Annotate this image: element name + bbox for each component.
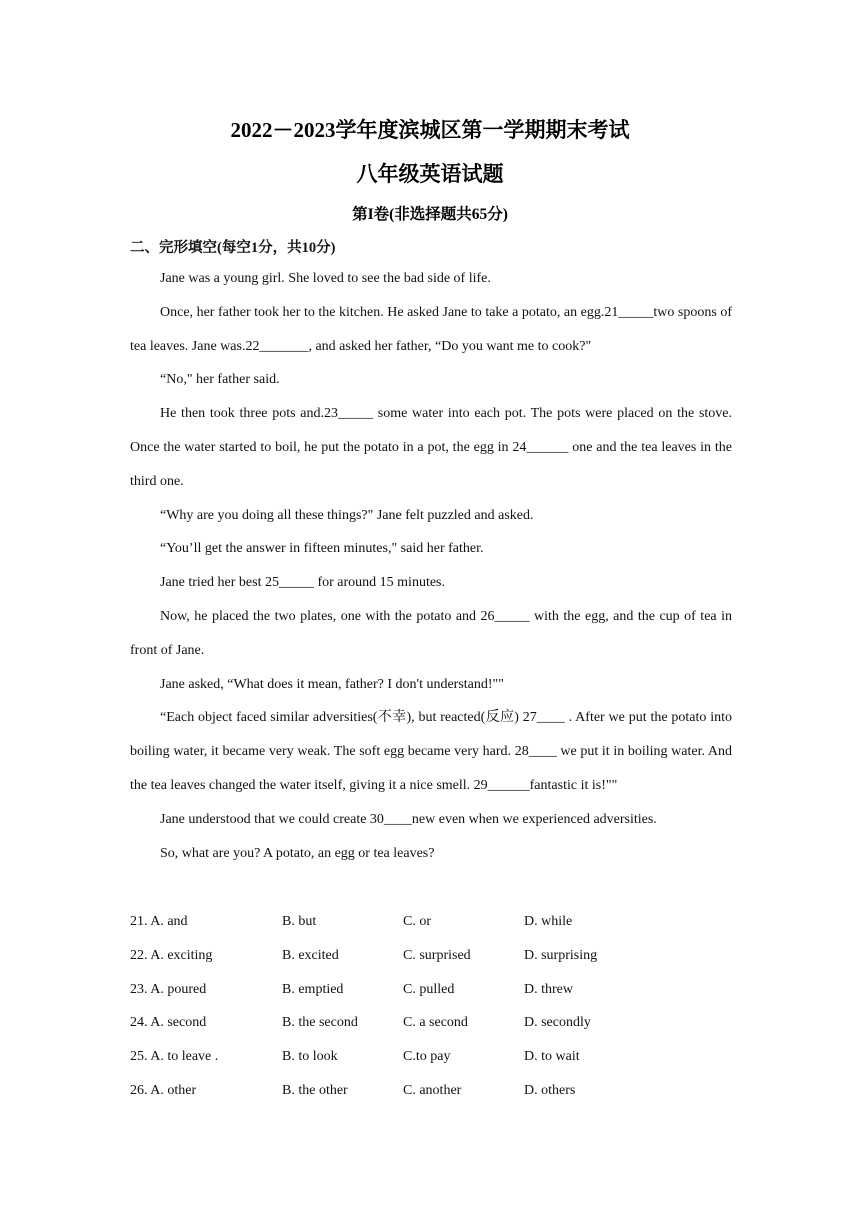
option-a: 24. A. second bbox=[130, 1015, 207, 1031]
option-a: 26. A. other bbox=[130, 1082, 197, 1098]
option-d: D. threw bbox=[524, 981, 573, 997]
option-c: C. another bbox=[403, 1082, 462, 1098]
passage-paragraph: He then took three pots and.23_____ some water into each pot. The pots were placed on the stove. Once the water started to boil, he put the potato in a pot, the egg in 24______ one and the tea leaves in the third one. bbox=[130, 406, 732, 489]
option-c: C. pulled bbox=[403, 981, 455, 997]
passage-paragraph: Jane understood that we could create 30____new even when we experienced adversities. bbox=[160, 811, 657, 827]
option-b: B. to look bbox=[282, 1049, 338, 1065]
exam-title: 2022－2023学年度滨城区第一学期期末考试 bbox=[230, 118, 630, 142]
question-options-26 bbox=[130, 1074, 732, 1108]
passage-paragraph: “Each object faced similar adversities(不幸), but reacted(反应) 27____ . After we put the potato into boiling water, it became very weak. The soft egg became very hard. 28____ we put it in boiling water. And the tea leaves changed the water itself, giving it a nice smell. 29______fantastic it is!"" bbox=[130, 710, 732, 793]
passage-paragraph: Jane asked, “What does it mean, father? I don't understand!"" bbox=[160, 676, 504, 692]
exam-subtitle: 八年级英语试题 bbox=[356, 162, 504, 186]
passage-paragraph: So, what are you? A potato, an egg or tea leaves? bbox=[160, 845, 435, 861]
option-c: C. surprised bbox=[403, 947, 471, 963]
option-a: 22. A. exciting bbox=[130, 947, 213, 963]
passage-paragraph: “You’ll get the answer in fifteen minutes," said her father. bbox=[160, 541, 484, 557]
passage-paragraph: Now, he placed the two plates, one with the potato and 26_____ with the egg, and the cup of tea in front of Jane. bbox=[130, 608, 732, 658]
option-d: D. surprising bbox=[524, 947, 598, 963]
section-heading: 二、完形填空(每空1分，共10分) bbox=[130, 240, 336, 256]
option-c: C. a second bbox=[403, 1015, 468, 1031]
passage-paragraph: Jane was a young girl. She loved to see the bad side of life. bbox=[160, 271, 491, 286]
passage-paragraph: Once, her father took her to the kitchen. He asked Jane to take a potato, an egg.21_____two spoons of tea leaves. Jane was.22_______, and asked her father, “Do you want me to cook?" bbox=[130, 304, 732, 354]
cloze-passage bbox=[130, 262, 732, 870]
option-b: B. the other bbox=[282, 1082, 348, 1098]
passage-paragraph: “No," her father said. bbox=[160, 372, 280, 388]
question-options-21 bbox=[130, 905, 732, 939]
option-b: B. emptied bbox=[282, 981, 344, 997]
option-b: B. the second bbox=[282, 1015, 358, 1031]
question-options-23 bbox=[130, 973, 732, 1007]
passage-paragraph: Jane tried her best 25_____ for around 15 minutes. bbox=[160, 575, 445, 591]
passage-paragraph: “Why are you doing all these things?" Jane felt puzzled and asked. bbox=[160, 507, 534, 523]
option-d: D. secondly bbox=[524, 1015, 591, 1031]
question-options-22 bbox=[130, 939, 732, 973]
option-b: B. excited bbox=[282, 947, 339, 963]
option-d: D. to wait bbox=[524, 1049, 580, 1065]
question-options-24 bbox=[130, 1006, 732, 1040]
option-c: C. or bbox=[403, 914, 431, 929]
question-options-25 bbox=[130, 1040, 732, 1074]
option-d: D. others bbox=[524, 1082, 576, 1098]
option-b: B. but bbox=[282, 914, 317, 929]
answer-options bbox=[130, 905, 732, 1108]
option-a: 25. A. to leave . bbox=[130, 1049, 219, 1065]
option-d: D. while bbox=[524, 914, 573, 929]
option-c: C.to pay bbox=[403, 1049, 451, 1065]
option-a: 21. A. and bbox=[130, 914, 188, 929]
part-heading: 第I卷(非选择题共65分) bbox=[352, 206, 508, 223]
option-a: 23. A. poured bbox=[130, 981, 207, 997]
